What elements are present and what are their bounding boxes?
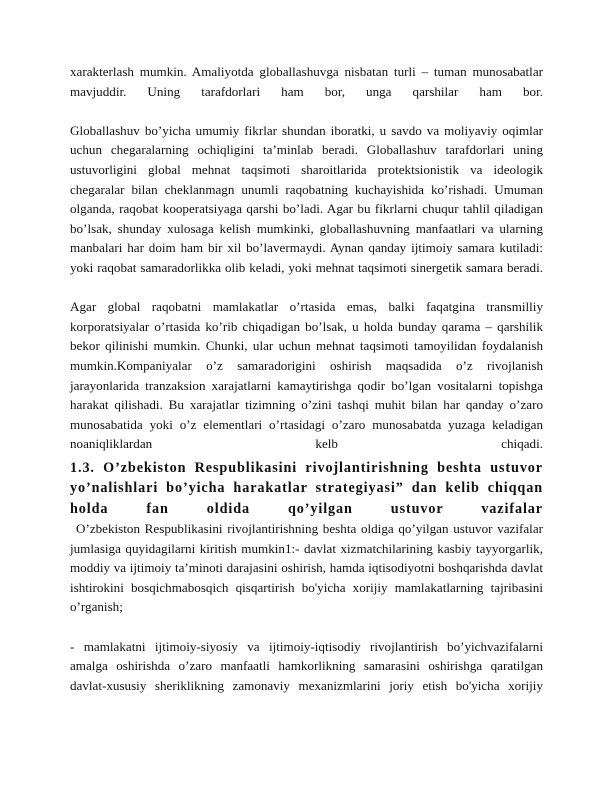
paragraph-globalization-attitudes: xarakterlash mumkin. Amaliyotda globallashuvga nisbatan turli – tuman munosabatlar mavjuddir. Uning tarafdorlari ham bor, unga qarshilar ham bor. [70, 64, 543, 99]
list-item-partnership: - mamlakatni ijtimoiy-siyosiy va ijtimoiy-iqtisodiy rivojlantirish bo’yichvazifalarni amalga oshirishda o’zaro manfaatli hamkorlikning samarasini oshirishga qaratilgan davlat-xususiy sheriklikning zamonaviy mexanizmlarini joriy etish bo'yicha xorijiy [70, 638, 543, 693]
paragraph-globalization-views: Globallashuv bo’yicha umumiy fikrlar shundan iboratki, u savdo va moliyaviy oqimlar uchun chegaralarning ochiqligini ta’minlab beradi. Globallashuv tarafdorlari uning ustuvorligini global mehnat taqsimoti sharoitlarida protektsionistik va ideologik chegaralar bilan cheklanmagn unumli raqobatning kuchayishida ko’rishadi. Umuman olganda, raqobat kooperatsiyaga qarshi bo’ladi. Agar bu fikrlarni chuqur tahlil qiladigan bo’lsak, shunday xulosaga kelish mumkinki, globallashuvning manfaatlari va ularning manbalari har doim ham bir xil bo’lavermaydi. Aynan qanday ijtimoiy samara kutiladi: yoki raqobat samaradorlikka olib keladi, yoki mehnat taqsimoti sinergetik samara beradi. [70, 122, 543, 275]
paragraph-gap [70, 278, 543, 298]
paragraph-global-competition: Agar global raqobatni mamlakatlar o’rtasida emas, balki faqatgina transmilliy korporatsiyalar o’rtasida ko’rib chiqadigan bo’lsak, u holda bunday qarama – qarshilik bekor qilinishi mumkin. Chunki, ular uchun mehnat taqsimoti tamoyilidan foydalanish mumkin.Kompaniyalar o’z samaradorigini oshirish maqsadida o’z rivojlanish jarayonlarida tranzaksion xarajatlarni kamaytirishga qodir bo’lgan vositalarni topishga harakat qilishadi. Bu xarajatlar tizimning o’zini tashqi muhit bilan har qanday o’zaro munosabatida yoki o’z elementlari o’rtasidagi o’zaro munosabatda yuzaga keladigan noaniqliklardan kelb chiqadi. [70, 299, 543, 452]
paragraph-gap [70, 617, 543, 637]
section-heading: 1.3. O’zbekiston Respublikasini rivojlantirishning beshta ustuvor yo’nalishlari bo’yicha harakatlar strategiyasi” dan kelib chiqqan holda fan oldida qo’yilgan ustuvor vazifalar [70, 459, 543, 517]
paragraph-gap [70, 101, 543, 121]
section-body-text: O’zbekiston Respublikasini rivojlantirishning beshta oldiga qo’yilgan ustuvor vazifalar jumlasiga quyidagilarni kiritish mumkin1:- davlat xizmatchilarining kasbiy tayyorgarlik, moddiy va ijtimoiy ta’minoti darajasini oshirish, hamda iqtisodiyotni boshqarishda davlat ishtirokini bosqichmabosqich qisqartirish bo'yicha xorijiy mamlakatlarning tajribasini o’rganish; [70, 521, 543, 615]
section-body-paragraph [70, 519, 543, 617]
document-page [70, 62, 543, 695]
